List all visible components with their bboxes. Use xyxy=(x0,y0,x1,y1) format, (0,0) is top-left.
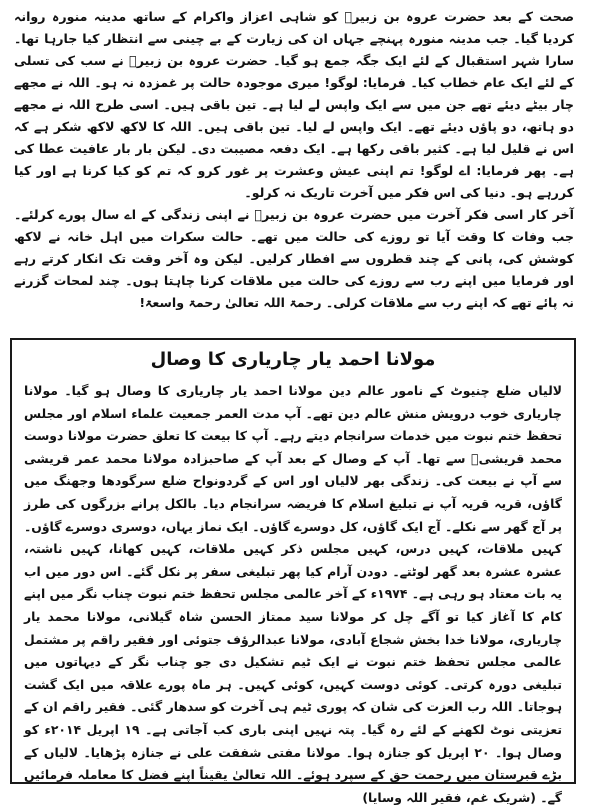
obituary-box xyxy=(10,338,576,805)
article-paragraph: صحت کے بعد حضرت عروہ بن زبیرؓ کو شاہی اعزاز واکرام کے ساتھ مدینہ منورہ روانہ کردیا گیا۔ جب مدینہ منورہ پہنچے جہاں ان کی زیارت کے بے چینی سے انتظار کیا جارہا تھا۔ سارا شہر استقبال کے لئے ایک جگہ جمع ہو گیا۔ حضرت عروہ بن زبیرؓ نے سب کی تسلی کے لئے ایک عام خطاب کیا۔ فرمایا: لوگو! میری موجودہ حالت پر غمزدہ نہ ہو۔ اللہ نے مجھے چار بیٹے دیئے تھے جن میں سے ایک واپس لے لیا ہے۔ تین باقی ہیں۔ اسی طرح اللہ نے مجھے دو ہاتھ، دو پاؤں دیئے تھے۔ ایک واپس لے لیا۔ تین باقی ہیں۔ اللہ کا لاکھ لاکھ شکر ہے کہ اس نے قلیل لیا ہے۔ کثیر باقی رکھا ہے۔ ایک دفعہ مصیبت دی۔ لیکن بار بار عافیت عطا کی ہے۔ پھر فرمایا: اے لوگو! تم اپنی عیش وعشرت پر غور کرو کہ تم کو کیا کرنا ہے اور کیا کررہے ہو۔ دنیا کی اس فکر میں آخرت تاریک نہ کرلو۔ xyxy=(14,9,574,200)
article-text xyxy=(14,6,574,314)
article-paragraph: آخر کار اسی فکر آخرت میں حضرت عروہ بن زبیرؓ نے اپنی زندگی کے اے سال پورے کرلئے۔ جب وفات کا وقت آیا تو روزے کی حالت میں تھے۔ حالت سکرات میں اہل خانہ نے لاکھ کوشش کی، پانی کے چند قطروں سے افطار کرلیں۔ لیکن وہ آخر وقت تک انکار کرتے رہے اور فرمایا میں اپنے رب سے روزے کی حالت میں ملاقات کرنا چاہتا ہوں۔ چند لمحات گزرنے نہ پائے تھے کہ اپنے رب سے ملاقات کرلی۔ رحمۃ اللہ تعالیٰ رحمۃ واسعۃ! xyxy=(14,207,574,310)
obituary-paragraph: لالیاں ضلع چنیوٹ کے نامور عالم دین مولانا احمد یار چاریاری کا وصال ہو گیا۔ مولانا چاریاری خوب درویش منش عالم دین تھے۔ آپ مدت العمر جمعیت علماء اسلام اور مجلس تحفظ ختم نبوت میں خدمات سرانجام دیتے رہے۔ آپ کا بیعت کا تعلق حضرت مولانا دوست محمد قریشیؒ سے تھا۔ آپ کے وصال کے بعد آپ کے صاحبزادہ مولانا محمد عمر قریشی سے آپ نے بیعت کی۔ زندگی بھر لالیاں اور اس کے گردونواح ضلع سرگودھا وجھنگ میں گاؤں، قریہ قریہ آپ نے تبلیغ اسلام کا فریضہ سرانجام دیا۔ بالکل پرانے بزرگوں کی طرز پر آج گھر سے نکلے۔ آج ایک گاؤں، کل دوسرے گاؤں۔ ایک نماز یہاں، دوسری دوسرے گاؤں۔ کہیں ملاقات، کہیں درس، کہیں مجلس ذکر کہیں ملاقات، کہیں کھانا، کہیں ناشتہ، عشرہ عشرہ بعد گھر لوٹتے۔ دودن آرام کیا پھر تبلیغی سفر پر نکل گئے۔ اس دور میں اب یہ بات معتاد ہو رہی ہے۔ ۱۹۷۴ء کے آخر عالمی مجلس تحفظ ختم نبوت چناب نگر میں اپنے کام کا آغاز کیا تو آگے چل کر مولانا سید ممتاز الحسن شاہ گیلانی، مولانا محمد یار چاریاری، مولانا خدا بخش شجاع آبادی، مولانا عبدالرؤف جتوئی اور فقیر راقم پر مشتمل عالمی مجلس تحفظ ختم نبوت نے ایک ٹیم تشکیل دی جو چناب نگر کے دیہاتوں میں تبلیغی دورہ کرتی۔ کوئی دوست کہیں، کوئی کہیں۔ ہر ماہ پورے علاقہ میں ایک گشت ہوجاتا۔ اللہ رب العزت کی شان کہ پوری ٹیم ہی آخرت کو سدھار گئی۔ فقیر راقم ان کے تعزیتی نوٹ لکھنے کے لئے رہ گیا۔ پتہ نہیں اپنی باری کب آجاتی ہے۔ ۱۹ اپریل ۲۰۱۴ء کو وصال ہوا۔ ۲۰ اپریل کو جنازہ ہوا۔ مولانا مفتی شفقت علی نے جنازہ پڑھایا۔ لالیاں کے بڑے قبرستان میں رحمت حق کے سپرد ہوئے۔ اللہ تعالیٰ یقیناً اپنے فضل کا معاملہ فرمائیں گے۔ (شریک غم، فقیر اللہ وسایا) xyxy=(24,383,563,805)
obituary-title: مولانا احمد یار چاریاری کا وصال xyxy=(150,349,436,370)
obituary-body xyxy=(24,380,562,809)
